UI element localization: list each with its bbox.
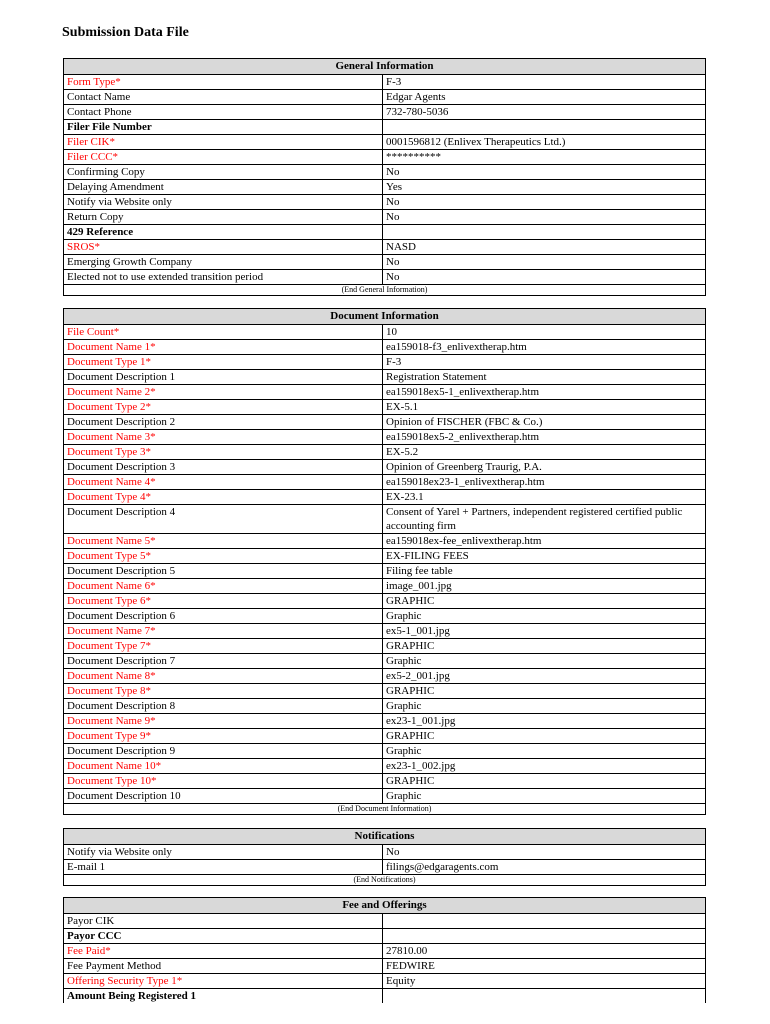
table-row: [64, 325, 705, 339]
field-value: 10: [386, 326, 397, 338]
field-label: Document Description 6: [64, 609, 383, 623]
field-value: EX-5.2: [386, 446, 419, 458]
table-row: [64, 638, 705, 653]
field-value: Graphic: [386, 790, 422, 802]
field-label: Contact Name: [64, 90, 383, 104]
field-value: Edgar Agents: [386, 91, 446, 103]
field-label: Delaying Amendment: [64, 180, 383, 194]
field-value: [383, 914, 705, 928]
notifications-section: [63, 828, 706, 886]
field-label: Document Name 8*: [64, 669, 383, 683]
field-label: Emerging Growth Company: [64, 255, 383, 269]
table-row: [64, 563, 705, 578]
table-row: [64, 209, 705, 224]
field-value: NASD: [386, 241, 416, 253]
page-title: Submission Data File: [62, 25, 189, 40]
field-value: 27810.00: [386, 945, 428, 957]
field-value: Graphic: [386, 745, 422, 757]
table-row: [64, 758, 705, 773]
field-label: Document Name 4*: [64, 475, 383, 489]
field-label: Return Copy: [64, 210, 383, 224]
field-value: Equity: [386, 975, 416, 987]
field-value: ex5-2_001.jpg: [386, 670, 450, 682]
field-value: GRAPHIC: [386, 685, 435, 697]
field-value: Graphic: [386, 655, 422, 667]
field-value: [383, 989, 705, 1003]
field-label: Document Description 3: [64, 460, 383, 474]
field-label: Document Description 10: [64, 789, 383, 803]
field-value: No: [386, 211, 400, 223]
field-label: Notify via Website only: [64, 195, 383, 209]
field-value: ea159018ex-fee_enlivextherap.htm: [386, 535, 542, 547]
field-value: No: [386, 196, 400, 208]
field-label: Document Name 2*: [64, 385, 383, 399]
table-row: [64, 608, 705, 623]
field-value: Filing fee table: [386, 565, 453, 577]
table-row: [64, 119, 705, 134]
field-value: No: [386, 256, 400, 268]
field-value: ea159018ex5-1_enlivextherap.htm: [386, 386, 540, 398]
table-row: [64, 668, 705, 683]
table-row: [64, 384, 705, 399]
field-value: image_001.jpg: [386, 580, 452, 592]
field-label: Document Name 3*: [64, 430, 383, 444]
field-label: Document Name 1*: [64, 340, 383, 354]
field-label: Document Name 6*: [64, 579, 383, 593]
field-label: Document Name 10*: [64, 759, 383, 773]
table-row: [64, 845, 705, 859]
field-label: Form Type*: [64, 75, 383, 89]
table-row: [64, 743, 705, 758]
table-row: [64, 149, 705, 164]
field-value: F-3: [386, 356, 402, 368]
table-row: [64, 653, 705, 668]
field-label: Document Type 1*: [64, 355, 383, 369]
field-value: ex23-1_001.jpg: [386, 715, 456, 727]
field-label: Document Description 1: [64, 370, 383, 384]
field-value: GRAPHIC: [386, 730, 435, 742]
table-row: [64, 89, 705, 104]
field-value: 0001596812 (Enlivex Therapeutics Ltd.): [386, 136, 566, 148]
table-row: [64, 943, 705, 958]
section-end-marker: (End Document Information): [64, 803, 705, 814]
field-label: Filer File Number: [64, 120, 383, 134]
table-row: [64, 623, 705, 638]
table-row: [64, 728, 705, 743]
table-row: [64, 504, 705, 533]
table-row: [64, 104, 705, 119]
table-row: [64, 489, 705, 504]
field-label: Document Type 6*: [64, 594, 383, 608]
table-row: [64, 354, 705, 369]
table-row: [64, 269, 705, 284]
section-header: Document Information: [64, 309, 705, 325]
field-label: Offering Security Type 1*: [64, 974, 383, 988]
table-row: [64, 958, 705, 973]
field-value: ex5-1_001.jpg: [386, 625, 450, 637]
field-value: Consent of Yarel + Partners, independent registered certified public accounting firm: [386, 506, 683, 532]
field-value: [383, 929, 705, 943]
section-header: Fee and Offerings: [64, 898, 705, 914]
field-label: Notify via Website only: [64, 845, 383, 859]
section-header: Notifications: [64, 829, 705, 845]
field-label: Contact Phone: [64, 105, 383, 119]
table-row: [64, 773, 705, 788]
fee-and-offerings-section: [63, 897, 706, 1003]
field-value: ea159018ex23-1_enlivextherap.htm: [386, 476, 545, 488]
field-label: Document Description 2: [64, 415, 383, 429]
field-label: Filer CCC*: [64, 150, 383, 164]
field-label: Document Type 8*: [64, 684, 383, 698]
field-value: GRAPHIC: [386, 775, 435, 787]
table-row: [64, 224, 705, 239]
field-label: SROS*: [64, 240, 383, 254]
field-label: Fee Paid*: [64, 944, 383, 958]
field-label: Fee Payment Method: [64, 959, 383, 973]
field-label: Confirming Copy: [64, 165, 383, 179]
table-row: [64, 474, 705, 489]
field-label: Document Type 2*: [64, 400, 383, 414]
section-header: General Information: [64, 59, 705, 75]
table-row: [64, 578, 705, 593]
field-value: No: [386, 846, 400, 858]
field-label: Document Name 9*: [64, 714, 383, 728]
table-row: [64, 429, 705, 444]
table-row: [64, 548, 705, 563]
document-information-section: [63, 308, 706, 815]
table-row: [64, 414, 705, 429]
field-value: Yes: [386, 181, 403, 193]
field-value: Opinion of FISCHER (FBC & Co.): [386, 416, 543, 428]
field-label: Document Description 7: [64, 654, 383, 668]
field-value: EX-23.1: [386, 491, 424, 503]
table-row: [64, 369, 705, 384]
table-row: [64, 254, 705, 269]
field-label: Filer CIK*: [64, 135, 383, 149]
table-row: [64, 239, 705, 254]
field-value: 732-780-5036: [386, 106, 449, 118]
table-row: [64, 179, 705, 194]
section-end-marker: (End Notifications): [64, 874, 705, 885]
field-label: Document Type 3*: [64, 445, 383, 459]
table-row: [64, 713, 705, 728]
field-value: F-3: [386, 76, 402, 88]
field-label: Amount Being Registered 1: [64, 989, 383, 1003]
table-row: [64, 914, 705, 928]
table-row: [64, 593, 705, 608]
table-row: [64, 988, 705, 1003]
table-row: [64, 459, 705, 474]
table-row: [64, 533, 705, 548]
field-label: Document Name 5*: [64, 534, 383, 548]
field-label: Document Description 4: [64, 505, 383, 533]
field-label: Document Description 5: [64, 564, 383, 578]
field-label: File Count*: [64, 325, 383, 339]
field-value: [383, 225, 705, 239]
table-row: [64, 75, 705, 89]
field-value: Graphic: [386, 610, 422, 622]
field-label: Document Type 4*: [64, 490, 383, 504]
field-label: 429 Reference: [64, 225, 383, 239]
field-label: Payor CIK: [64, 914, 383, 928]
field-value: Registration Statement: [386, 371, 487, 383]
table-row: [64, 164, 705, 179]
general-information-section: [63, 58, 706, 296]
table-row: [64, 134, 705, 149]
field-value: ea159018ex5-2_enlivextherap.htm: [386, 431, 540, 443]
field-label: E-mail 1: [64, 860, 383, 874]
field-value: No: [386, 271, 400, 283]
field-value: Opinion of Greenberg Traurig, P.A.: [386, 461, 542, 473]
table-row: [64, 339, 705, 354]
table-row: [64, 859, 705, 874]
field-label: Document Description 8: [64, 699, 383, 713]
field-label: Document Type 10*: [64, 774, 383, 788]
table-row: [64, 683, 705, 698]
table-row: [64, 973, 705, 988]
field-value: EX-5.1: [386, 401, 419, 413]
field-label: Document Type 7*: [64, 639, 383, 653]
field-label: Document Type 9*: [64, 729, 383, 743]
field-label: Payor CCC: [64, 929, 383, 943]
table-row: [64, 698, 705, 713]
section-end-marker: (End General Information): [64, 284, 705, 295]
field-label: Elected not to use extended transition period: [64, 270, 383, 284]
field-value: ex23-1_002.jpg: [386, 760, 456, 772]
table-row: [64, 444, 705, 459]
field-value: **********: [386, 151, 441, 163]
field-value: [383, 120, 705, 134]
field-value: EX-FILING FEES: [386, 550, 469, 562]
field-value: GRAPHIC: [386, 640, 435, 652]
field-label: Document Type 5*: [64, 549, 383, 563]
table-row: [64, 928, 705, 943]
table-row: [64, 788, 705, 803]
field-value: filings@edgaragents.com: [386, 861, 499, 873]
field-value: Graphic: [386, 700, 422, 712]
field-label: Document Description 9: [64, 744, 383, 758]
table-row: [64, 194, 705, 209]
field-value: FEDWIRE: [386, 960, 435, 972]
field-label: Document Name 7*: [64, 624, 383, 638]
table-row: [64, 399, 705, 414]
field-value: No: [386, 166, 400, 178]
field-value: GRAPHIC: [386, 595, 435, 607]
field-value: ea159018-f3_enlivextherap.htm: [386, 341, 527, 353]
